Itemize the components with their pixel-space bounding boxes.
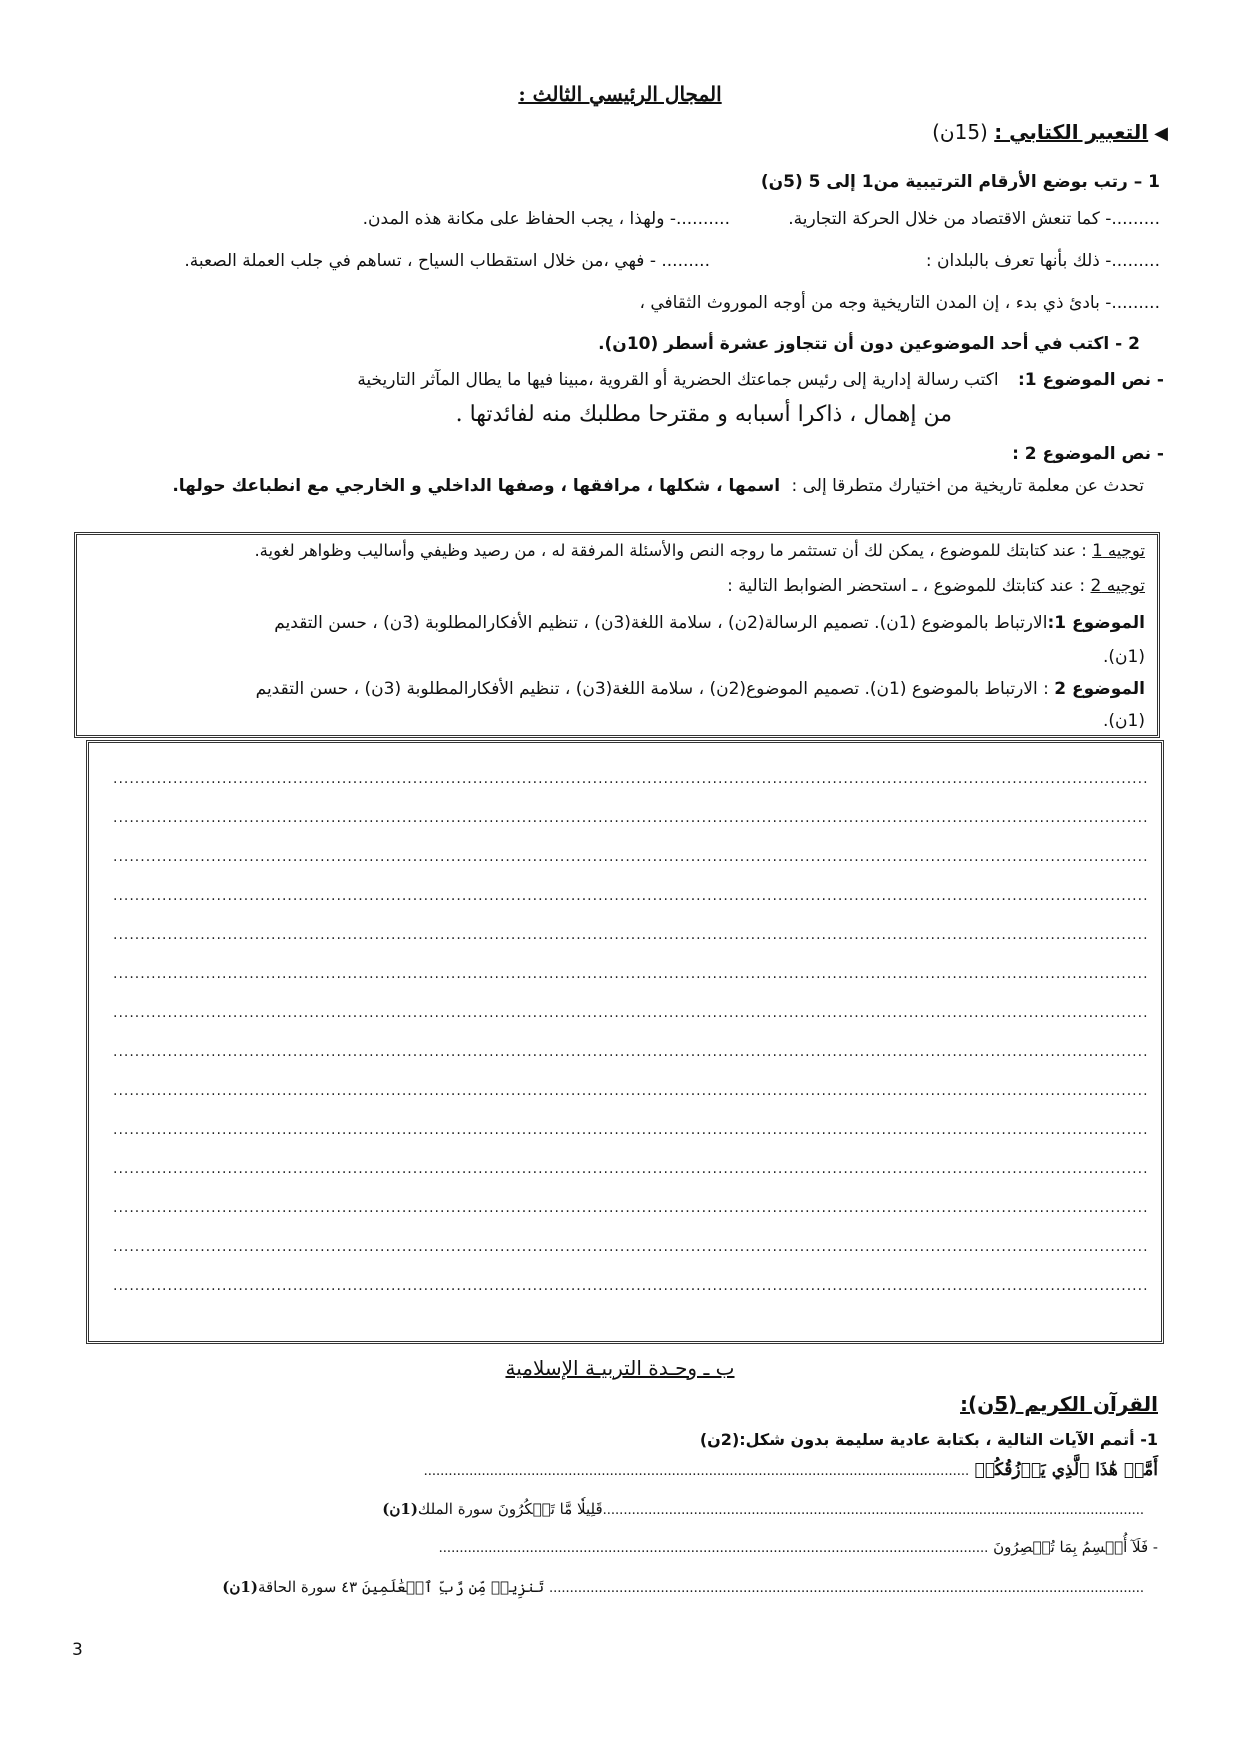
verse-4-blank[interactable]: ................................................................................................................................................ [548, 1581, 1144, 1596]
q1-sentence-1: .........- كما تنعش الاقتصاد من خلال الحركة التجارية. [788, 209, 1160, 229]
verse-2-points: (1ن) [382, 1500, 418, 1518]
answer-line[interactable] [113, 1122, 1147, 1138]
q1-sentence-4: ......... - فهي ،من خلال استقطاب السياح ، تساهم في جلب العملة الصعبة. [184, 251, 710, 271]
criteria-topic-2-label: الموضوع 2 [1054, 679, 1145, 699]
verse-1-text: أَمَّنۡ هَٰذَا ٱلَّذِي يَرۡزُقُكُمۡ [974, 1460, 1158, 1480]
answer-line[interactable] [113, 1083, 1147, 1099]
criteria-topic-2-text: : الارتباط بالموضوع (1ن). تصميم الموضوع(2ن) ، سلامة اللغة(3ن) ، تنظيم الأفكارالمطلوبة (3ن) ، حسن التقديم [255, 679, 1049, 699]
criteria-topic-1-label: الموضوع 1: [1047, 613, 1145, 633]
guidance-2 [89, 576, 1145, 596]
verse-line-2 [382, 1500, 1144, 1518]
answer-line[interactable] [113, 1200, 1147, 1216]
answer-line[interactable] [113, 927, 1147, 943]
verse-4-text: تَنزِيلٞ مِّن رَّبِّ ٱلۡعَٰلَمِينَ ٤٣ سورة الحاقة [257, 1578, 545, 1596]
answer-line[interactable] [113, 1278, 1147, 1294]
guidance-box [74, 532, 1160, 738]
guidance-1-label: توجيه 1 [1092, 541, 1145, 560]
guidance-1-text: : عند كتابتك للموضوع ، يمكن لك أن تستثمر ما روجه النص والأسئلة المرفقة له ، من رصيد وظيفي وأساليب وظواهر لغوية. [254, 541, 1087, 560]
verse-line-1 [424, 1460, 1158, 1480]
topic-2-text-intro: تحدث عن معلمة تاريخية من اختيارك متطرقا إلى : [791, 476, 1144, 496]
criteria-topic-1 [89, 613, 1145, 633]
verse-line-4 [222, 1578, 1144, 1596]
topic-1-text: اكتب رسالة إدارية إلى رئيس جماعتك الحضرية أو القروية ،مبينا فيها ما يطال المآثر التاريخية [357, 370, 999, 390]
writing-section-points: (15ن) [932, 120, 988, 144]
answer-line[interactable] [113, 966, 1147, 982]
quran-title: القرآن الكريم (5ن): [960, 1392, 1158, 1416]
q1-sentence-2: ..........- ولهذا ، يجب الحفاظ على مكانة هذه المدن. [362, 209, 730, 229]
criteria-topic-1-tail: (1ن). [1103, 647, 1145, 667]
criteria-topic-1-text: الارتباط بالموضوع (1ن). تصميم الرسالة(2ن) ، سلامة اللغة(3ن) ، تنظيم الأفكارالمطلوبة (3ن) ، حسن التقديم [274, 613, 1048, 633]
page-number: 3 [72, 1640, 83, 1660]
answer-line[interactable] [113, 1161, 1147, 1177]
criteria-topic-2 [89, 679, 1145, 699]
topic-2-text [172, 476, 1144, 496]
guidance-1 [89, 541, 1145, 560]
guidance-2-text: : عند كتابتك للموضوع ، ـ استحضر الضوابط التالية : [727, 576, 1086, 596]
topic-1-line [357, 370, 1164, 390]
triangle-pointer-icon: ◀ [1154, 123, 1168, 144]
islamic-unit-title: ب ـ وحـدة التربيـة الإسلامية [505, 1356, 735, 1380]
verse-3-text: - فَلَآ أُقۡسِمُ بِمَا تُبۡصِرُونَ [993, 1538, 1158, 1556]
verse-4-points: (1ن) [222, 1578, 258, 1596]
topic-2-text-points: اسمها ، شكلها ، مرافقها ، وصفها الداخلي و الخارجي مع انطباعك حولها. [172, 476, 781, 496]
q1-sentence-3: .........- ذلك بأنها تعرف بالبلدان : [925, 251, 1160, 271]
q1-title: 1 – رتب بوضع الأرقام الترتيبية من1 إلى 5 (5ن) [760, 172, 1160, 192]
verse-2-blank[interactable]: ................................................................................................................................... [602, 1503, 1144, 1518]
verse-1-blank[interactable]: .................................................................................................................................... [423, 1464, 970, 1479]
topic-2-label: - نص الموضوع 2 : [1012, 444, 1164, 464]
q1-sentence-5: .........- بادئ ذي بدء ، إن المدن التاريخية وجه من أوجه الموروث الثقافي ، [639, 293, 1160, 313]
criteria-topic-2-tail: (1ن). [1103, 711, 1145, 731]
answer-line[interactable] [113, 771, 1147, 787]
topic-1-label: - نص الموضوع 1: [1017, 370, 1164, 390]
answer-line[interactable] [113, 849, 1147, 865]
answer-line[interactable] [113, 1005, 1147, 1021]
q2-title: 2 - اكتب في أحد الموضوعين دون أن تتجاوز عشرة أسطر (10ن). [598, 334, 1140, 354]
verse-2-text: قَلِيلٗا مَّا تَشۡكُرُونَ سورة الملك [417, 1500, 603, 1518]
guidance-2-label: توجيه 2 [1090, 576, 1145, 596]
quran-q1-title: 1- أتمم الآيات التالية ، بكتابة عادية سليمة بدون شكل:(2ن) [699, 1430, 1158, 1449]
topic-1-continuation: من إهمال ، ذاكرا أسبابه و مقترحا مطلبك منه لفائدتها . [455, 402, 952, 427]
answer-line[interactable] [113, 810, 1147, 826]
answer-line[interactable] [113, 1044, 1147, 1060]
main-title: المجال الرئيسي الثالث : [518, 82, 722, 106]
writing-section-label: التعبير الكتابي : [994, 120, 1149, 144]
answer-line[interactable] [113, 888, 1147, 904]
writing-section-header [932, 120, 1168, 144]
answer-line[interactable] [113, 1239, 1147, 1255]
verse-line-3 [439, 1538, 1158, 1556]
verse-3-blank[interactable]: ..................................................................................................................................... [438, 1541, 989, 1556]
writing-answer-area[interactable] [86, 740, 1164, 1344]
